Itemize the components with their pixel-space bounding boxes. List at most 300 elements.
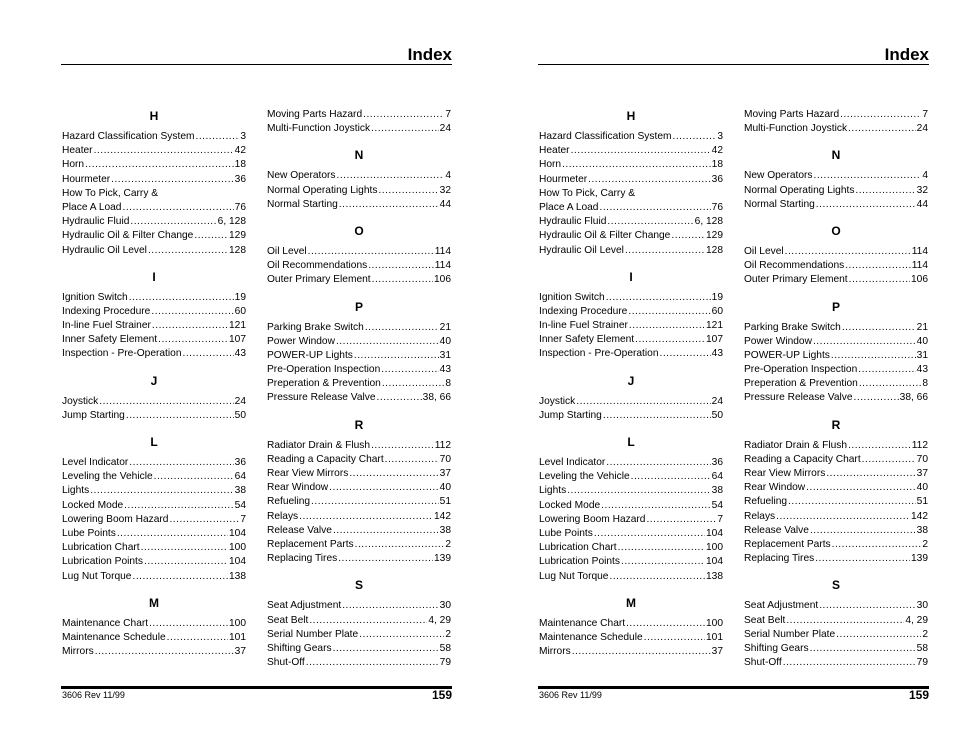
dot-leader xyxy=(599,201,710,215)
section-gap xyxy=(744,212,928,220)
section-gap xyxy=(744,566,928,574)
index-entry xyxy=(62,187,246,201)
entry-term: Release Valve xyxy=(267,524,332,536)
index-entry xyxy=(267,439,451,453)
entry-page: 18 xyxy=(711,159,723,171)
dot-leader xyxy=(85,158,234,172)
dot-leader xyxy=(336,335,439,349)
section-letter: P xyxy=(354,299,363,314)
entry-term: Lights xyxy=(539,485,567,497)
dot-leader xyxy=(329,481,439,495)
entry-page: 31 xyxy=(916,349,928,361)
entry-page: 51 xyxy=(439,496,451,508)
index-entry xyxy=(744,614,928,628)
entry-term: POWER-UP Lights xyxy=(267,349,353,361)
index-entry xyxy=(267,335,451,349)
entry-page: 114 xyxy=(911,260,928,272)
section-gap xyxy=(267,212,451,220)
section-gap xyxy=(62,659,246,667)
dot-leader xyxy=(862,453,916,467)
dot-leader xyxy=(659,347,710,361)
entry-page: 100 xyxy=(706,542,723,554)
entry-term: Oil Level xyxy=(267,245,307,257)
footer-rule xyxy=(538,686,929,689)
index-entry xyxy=(267,467,451,481)
section-letter: O xyxy=(354,223,364,238)
dot-leader xyxy=(309,614,427,628)
section-letter: S xyxy=(354,578,363,593)
entry-term: Level Indicator xyxy=(62,457,129,468)
index-entry xyxy=(62,527,246,541)
entry-page: 121 xyxy=(706,320,723,332)
entry-page: 40 xyxy=(916,335,928,347)
entry-term: Horn xyxy=(539,159,562,171)
entry-page: 44 xyxy=(439,198,451,210)
dot-leader xyxy=(776,510,910,524)
dot-leader xyxy=(806,481,916,495)
dot-leader xyxy=(816,198,916,212)
dot-leader xyxy=(635,333,705,347)
entry-page: 107 xyxy=(229,334,246,346)
entry-term: Hydraulic Oil Level xyxy=(539,244,624,256)
dot-leader xyxy=(609,570,705,584)
dot-leader xyxy=(631,470,711,484)
dot-leader xyxy=(788,495,916,509)
entry-term: Pre-Operation Inspection xyxy=(267,364,381,376)
entry-term: Jump Starting xyxy=(62,409,125,421)
entry-term: Heater xyxy=(62,145,93,157)
entry-page: 31 xyxy=(439,349,451,361)
index-entry xyxy=(267,198,451,212)
dot-leader xyxy=(607,215,693,229)
entry-page: 2 xyxy=(445,538,451,550)
page-title: Index xyxy=(884,45,929,64)
entry-page: 51 xyxy=(916,496,928,508)
section-gap xyxy=(267,288,451,296)
index-entry xyxy=(744,656,928,670)
dot-leader xyxy=(342,599,438,613)
index-entry xyxy=(539,409,723,423)
entry-term: Outer Primary Element xyxy=(744,274,848,286)
section-letter: M xyxy=(626,595,636,610)
entry-page: 60 xyxy=(711,305,723,317)
entry-term: Parking Brake Switch xyxy=(744,321,841,333)
section-letter: N xyxy=(831,148,841,163)
entry-page: 8 xyxy=(445,378,451,390)
entry-term: POWER-UP Lights xyxy=(744,349,830,361)
dot-leader xyxy=(819,599,915,613)
section-letter: L xyxy=(627,435,635,449)
entry-page: 64 xyxy=(234,471,246,483)
dot-leader xyxy=(122,201,233,215)
index-entry xyxy=(539,631,723,645)
index-entry xyxy=(267,363,451,377)
entry-page: 58 xyxy=(916,642,928,654)
index-entry xyxy=(267,245,451,259)
index-entry xyxy=(744,481,928,495)
entry-page: 37 xyxy=(711,646,723,658)
entry-page: 76 xyxy=(234,201,246,213)
entry-page: 24 xyxy=(439,123,451,135)
entry-page: 32 xyxy=(439,184,451,196)
entry-term: Power Window xyxy=(744,335,812,347)
index-entry xyxy=(539,229,723,243)
index-entry xyxy=(267,391,451,405)
entry-page: 7 xyxy=(240,513,246,525)
entry-term: Hydraulic Oil & Filter Change xyxy=(539,230,671,242)
entry-page: 30 xyxy=(916,600,928,612)
entry-term: Hourmeter xyxy=(539,173,588,185)
dot-leader xyxy=(859,377,921,391)
entry-term: Maintenance Chart xyxy=(539,617,626,629)
dot-leader xyxy=(144,555,228,569)
section-gap xyxy=(539,659,723,667)
entry-page: 70 xyxy=(916,453,928,465)
entry-term: Mirrors xyxy=(62,646,94,658)
page-number: 159 xyxy=(908,688,929,702)
index-entry xyxy=(267,108,451,122)
entry-term: Oil Recommendations xyxy=(744,260,845,272)
dot-leader xyxy=(810,524,916,538)
section-letter: J xyxy=(150,373,158,388)
entry-page: 101 xyxy=(229,631,246,643)
entry-page: 42 xyxy=(711,145,723,157)
entry-term: Hydraulic Oil & Filter Change xyxy=(62,230,194,242)
entry-term: Lights xyxy=(62,485,90,497)
index-entry xyxy=(267,273,451,287)
entry-page: 128 xyxy=(229,244,246,256)
entry-page: 3 xyxy=(240,131,246,142)
footer-rule xyxy=(61,686,452,689)
entry-page: 24 xyxy=(711,395,723,407)
index-entry xyxy=(539,173,723,187)
index-column-1 xyxy=(539,108,723,667)
entry-term: Rear Window xyxy=(267,482,329,494)
entry-term: Shut-Off xyxy=(267,657,305,669)
index-entry xyxy=(539,395,723,409)
entry-term: Preperation & Prevention xyxy=(267,378,381,390)
entry-term: Hydraulic Oil Level xyxy=(62,244,147,256)
dot-leader xyxy=(855,184,915,198)
entry-term: Shut-Off xyxy=(744,657,782,669)
entry-term: Seat Belt xyxy=(744,614,786,626)
section-gap xyxy=(744,136,928,144)
entry-page: 50 xyxy=(711,409,723,421)
entry-page: 112 xyxy=(434,439,451,451)
dot-leader xyxy=(111,173,234,187)
dot-leader xyxy=(117,527,228,541)
dot-leader xyxy=(848,439,911,453)
index-entry xyxy=(744,363,928,377)
entry-term: Normal Operating Lights xyxy=(744,184,855,196)
entry-term: Maintenance Chart xyxy=(62,617,149,629)
entry-term: Normal Operating Lights xyxy=(267,184,378,196)
entry-term: How To Pick, Carry & xyxy=(62,187,159,199)
entry-page: 138 xyxy=(229,570,246,582)
entry-page: 2 xyxy=(445,628,451,640)
dot-leader xyxy=(99,395,233,409)
entry-term: Indexing Procedure xyxy=(539,305,628,317)
section-gap xyxy=(267,670,451,678)
entry-page: 79 xyxy=(916,657,928,669)
entry-page: 128 xyxy=(706,244,723,256)
entry-term: Hydraulic Fluid xyxy=(62,216,130,228)
dot-leader xyxy=(195,130,239,144)
entry-term: Leveling the Vehicle xyxy=(539,471,630,483)
index-entry xyxy=(62,173,246,187)
index-entry xyxy=(539,187,723,201)
page-title: Index xyxy=(407,45,452,64)
index-entry xyxy=(267,122,451,136)
entry-term: Place A Load xyxy=(539,201,599,213)
dot-leader xyxy=(588,173,711,187)
index-entry xyxy=(62,305,246,319)
dot-leader xyxy=(832,538,922,552)
index-entry xyxy=(539,347,723,361)
entry-term: Normal Starting xyxy=(744,198,815,210)
entry-page: 38 xyxy=(234,485,246,497)
dot-leader xyxy=(594,527,705,541)
entry-page: 54 xyxy=(711,499,723,511)
index-column-2 xyxy=(267,108,451,678)
entry-term: Heater xyxy=(539,145,570,157)
entry-page: 36 xyxy=(711,457,723,468)
dot-leader xyxy=(355,538,445,552)
dot-leader xyxy=(306,656,439,670)
dot-leader xyxy=(845,259,911,273)
entry-term: Indexing Procedure xyxy=(62,305,151,317)
entry-page: 142 xyxy=(911,510,928,522)
index-entry xyxy=(267,599,451,613)
index-entry xyxy=(267,377,451,391)
entry-page: 40 xyxy=(439,335,451,347)
dot-leader xyxy=(606,291,711,305)
index-entry xyxy=(62,201,246,215)
dot-leader xyxy=(626,617,705,631)
dot-leader xyxy=(349,467,438,481)
index-entry xyxy=(744,321,928,335)
entry-term: Rear Window xyxy=(744,482,806,494)
dot-leader xyxy=(810,642,916,656)
entry-term: Lube Points xyxy=(539,527,593,539)
dot-leader xyxy=(858,363,915,377)
entry-term: Outer Primary Element xyxy=(267,274,371,286)
index-entry xyxy=(539,513,723,527)
entry-term: Pre-Operation Inspection xyxy=(744,364,858,376)
index-entry xyxy=(267,184,451,198)
entry-page: 100 xyxy=(229,617,246,629)
entry-page: 112 xyxy=(911,439,928,451)
entry-term: Replacement Parts xyxy=(744,538,831,550)
dot-leader xyxy=(382,377,444,391)
index-entry xyxy=(267,628,451,642)
entry-term: Refueling xyxy=(744,496,788,508)
entry-page: 2 xyxy=(922,538,928,550)
entry-term: Lug Nut Torque xyxy=(539,570,609,582)
index-entry xyxy=(62,144,246,158)
dot-leader xyxy=(785,245,911,259)
section-gap xyxy=(539,423,723,431)
entry-term: Hazard Classification System xyxy=(539,131,672,142)
entry-page: 43 xyxy=(711,348,723,360)
dot-leader xyxy=(854,391,899,405)
index-entry xyxy=(539,470,723,484)
index-entry xyxy=(62,555,246,569)
dot-leader xyxy=(371,122,439,136)
entry-term: Place A Load xyxy=(62,201,122,213)
index-entry xyxy=(267,552,451,566)
dot-leader xyxy=(148,244,228,258)
section-letter: R xyxy=(354,417,364,432)
entry-term: Serial Number Plate xyxy=(267,628,359,640)
index-entry xyxy=(744,108,928,122)
index-entry xyxy=(62,395,246,409)
dot-leader xyxy=(815,552,910,566)
dot-leader xyxy=(813,335,916,349)
index-entry xyxy=(62,470,246,484)
entry-term: Hazard Classification System xyxy=(62,131,195,142)
index-entry xyxy=(267,169,451,183)
entry-term: Ignition Switch xyxy=(539,291,605,303)
entry-page: 76 xyxy=(711,201,723,213)
index-entry xyxy=(539,144,723,158)
entry-page: 79 xyxy=(439,657,451,669)
dot-leader xyxy=(644,631,705,645)
entry-page: 101 xyxy=(706,631,723,643)
entry-term: Replacement Parts xyxy=(267,538,354,550)
index-entry xyxy=(62,570,246,584)
entry-page: 43 xyxy=(439,364,451,376)
index-entry xyxy=(539,499,723,513)
index-entry xyxy=(62,291,246,305)
entry-page: 38, 66 xyxy=(899,392,928,404)
entry-term: Inner Safety Element xyxy=(62,334,158,346)
entry-page: 8 xyxy=(922,378,928,390)
entry-page: 7 xyxy=(922,109,928,120)
entry-term: How To Pick, Carry & xyxy=(539,187,636,199)
entry-page: 60 xyxy=(234,305,246,317)
dot-leader xyxy=(562,158,711,172)
dot-leader xyxy=(126,409,234,423)
entry-page: 114 xyxy=(434,260,451,272)
dot-leader xyxy=(831,349,916,363)
index-entry xyxy=(62,244,246,258)
index-entry xyxy=(62,158,246,172)
section-letter: L xyxy=(150,435,158,449)
dot-leader xyxy=(368,259,434,273)
entry-page: 114 xyxy=(911,245,928,257)
entry-page: 100 xyxy=(706,617,723,629)
entry-term: Seat Adjustment xyxy=(744,600,819,612)
index-entry xyxy=(62,229,246,243)
entry-page: 6, 128 xyxy=(694,216,723,228)
entry-page: 42 xyxy=(234,145,246,157)
entry-page: 21 xyxy=(916,321,928,333)
entry-term: Relays xyxy=(744,510,776,522)
entry-page: 129 xyxy=(706,230,723,242)
doc-revision: 3606 Rev 11/99 xyxy=(539,690,602,700)
index-entry xyxy=(539,333,723,347)
dot-leader xyxy=(354,349,439,363)
dot-leader xyxy=(601,499,710,513)
entry-page: 37 xyxy=(916,468,928,479)
entry-term: Lube Points xyxy=(62,527,116,539)
section-letter: N xyxy=(354,148,364,163)
index-entry xyxy=(744,552,928,566)
entry-term: Parking Brake Switch xyxy=(267,321,364,333)
dot-leader xyxy=(385,453,439,467)
entry-term: Multi-Function Joystick xyxy=(267,123,371,135)
dot-leader xyxy=(169,513,239,527)
entry-term: Hydraulic Fluid xyxy=(539,216,607,228)
index-entry xyxy=(744,273,928,287)
entry-page: 37 xyxy=(439,468,451,479)
left-page xyxy=(61,0,452,738)
entry-term: Level Indicator xyxy=(539,457,606,468)
dot-leader xyxy=(154,470,234,484)
dot-leader xyxy=(359,628,444,642)
index-column-2 xyxy=(744,108,928,678)
dot-leader xyxy=(625,244,705,258)
right-page xyxy=(538,0,929,738)
dot-leader xyxy=(94,144,234,158)
entry-term: Horn xyxy=(62,159,85,171)
doc-revision: 3606 Rev 11/99 xyxy=(62,690,125,700)
index-entry xyxy=(267,510,451,524)
entry-page: 19 xyxy=(711,291,723,303)
entry-term: Serial Number Plate xyxy=(744,628,836,640)
entry-term: Reading a Capacity Chart xyxy=(267,453,384,465)
dot-leader xyxy=(836,628,921,642)
dot-leader xyxy=(130,215,216,229)
dot-leader xyxy=(603,409,711,423)
entry-page: 43 xyxy=(916,364,928,376)
index-entry xyxy=(744,349,928,363)
dot-leader xyxy=(671,229,705,243)
dot-leader xyxy=(842,321,916,335)
entry-page: 2 xyxy=(922,628,928,640)
entry-page: 3 xyxy=(717,131,723,142)
entry-page: 4 xyxy=(445,170,451,182)
dot-leader xyxy=(629,319,705,333)
entry-page: 104 xyxy=(229,556,246,568)
entry-term: Lowering Boom Hazard xyxy=(62,513,169,525)
index-entry xyxy=(744,169,928,183)
entry-page: 40 xyxy=(439,482,451,494)
entry-page: 30 xyxy=(439,600,451,612)
section-gap xyxy=(744,670,928,678)
dot-leader xyxy=(129,456,233,470)
index-entry xyxy=(539,645,723,659)
dot-leader xyxy=(152,319,228,333)
index-entry xyxy=(267,259,451,273)
index-entry xyxy=(267,642,451,656)
entry-term: Seat Adjustment xyxy=(267,600,342,612)
dot-leader xyxy=(299,510,433,524)
entry-page: 138 xyxy=(706,570,723,582)
entry-term: Inspection - Pre-Operation xyxy=(62,348,182,360)
entry-page: 18 xyxy=(234,159,246,171)
entry-term: Power Window xyxy=(267,335,335,347)
dot-leader xyxy=(141,541,228,555)
dot-leader xyxy=(840,108,921,122)
entry-term: Normal Starting xyxy=(267,198,338,210)
entry-term: Maintenance Schedule xyxy=(539,631,643,643)
entry-term: Reading a Capacity Chart xyxy=(744,453,861,465)
entry-page: 7 xyxy=(717,513,723,525)
dot-leader xyxy=(628,305,710,319)
section-gap xyxy=(267,406,451,414)
